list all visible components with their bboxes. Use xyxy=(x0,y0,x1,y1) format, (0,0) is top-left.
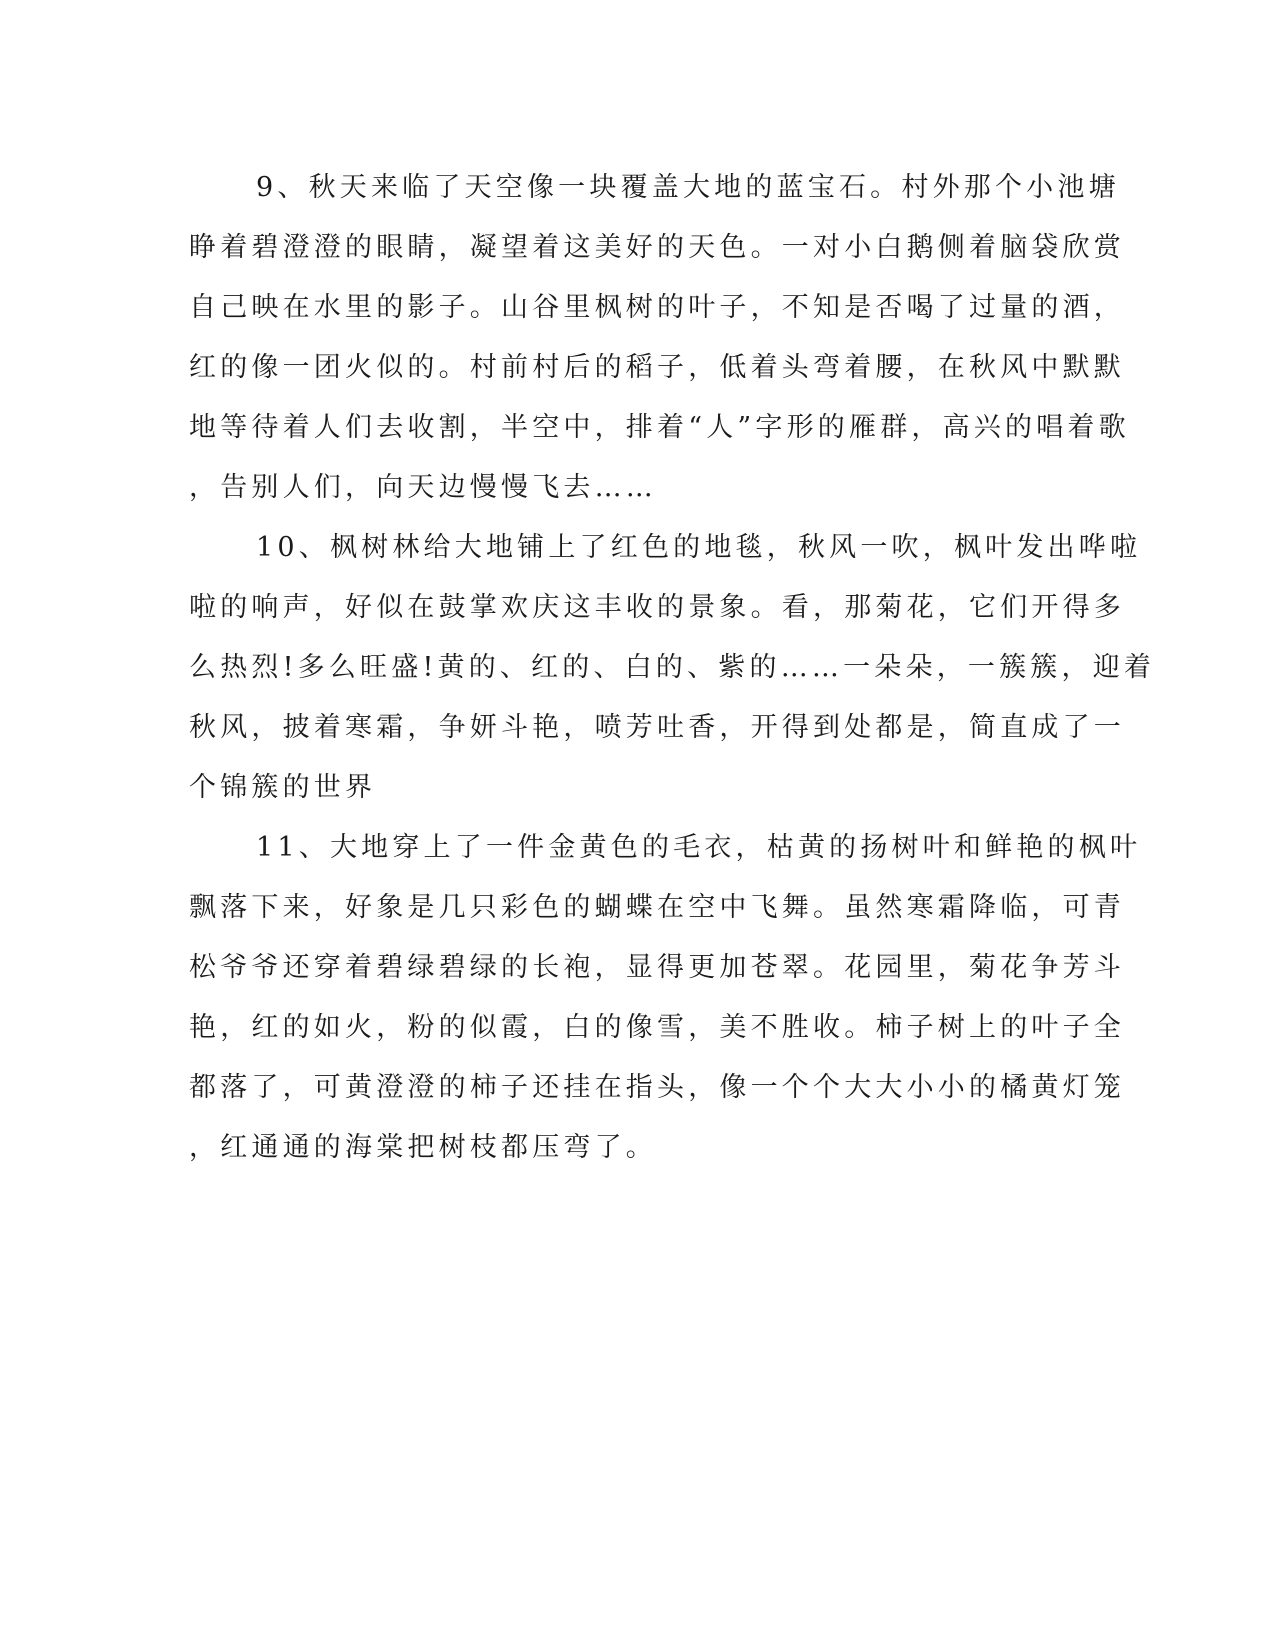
text-line: 飘落下来，好象是几只彩色的蝴蝶在空中飞舞。虽然寒霜降临，可青 xyxy=(189,892,1125,923)
text-line: 11、大地穿上了一件金黄色的毛衣，枯黄的扬树叶和鲜艳的枫叶 xyxy=(256,832,1142,863)
text-line: 自己映在水里的影子。山谷里枫树的叶子，不知是否喝了过量的酒， xyxy=(189,292,1125,323)
text-line: 红的像一团火似的。村前村后的稻子，低着头弯着腰，在秋风中默默 xyxy=(189,352,1125,383)
text-line: 艳，红的如火，粉的似霞，白的像雪，美不胜收。柿子树上的叶子全 xyxy=(189,1012,1125,1043)
text-line: 么热烈!多么旺盛!黄的、红的、白的、紫的……一朵朵，一簇簇，迎着 xyxy=(189,652,1156,683)
text-line: ，告别人们，向天边慢慢飞去…… xyxy=(189,472,657,503)
text-line: 秋风，披着寒霜，争妍斗艳，喷芳吐香，开得到处都是，简直成了一 xyxy=(189,712,1125,743)
text-line: ，红通通的海棠把树枝都压弯了。 xyxy=(189,1132,657,1163)
text-line: 睁着碧澄澄的眼睛，凝望着这美好的天色。一对小白鹅侧着脑袋欣赏 xyxy=(189,232,1125,263)
text-line: 个锦簇的世界 xyxy=(189,772,377,803)
text-line: 10、枫树林给大地铺上了红色的地毯，秋风一吹，枫叶发出哗啦 xyxy=(256,532,1142,563)
text-line: 啦的响声，好似在鼓掌欢庆这丰收的景象。看，那菊花，它们开得多 xyxy=(189,592,1125,623)
text-line: 9、秋天来临了天空像一块覆盖大地的蓝宝石。村外那个小池塘 xyxy=(256,172,1120,203)
text-line: 地等待着人们去收割，半空中，排着“人”字形的雁群，高兴的唱着歌 xyxy=(189,412,1130,443)
text-line: 都落了，可黄澄澄的柿子还挂在指头，像一个个大大小小的橘黄灯笼 xyxy=(189,1072,1125,1103)
text-line: 松爷爷还穿着碧绿碧绿的长袍，显得更加苍翠。花园里，菊花争芳斗 xyxy=(189,952,1125,983)
